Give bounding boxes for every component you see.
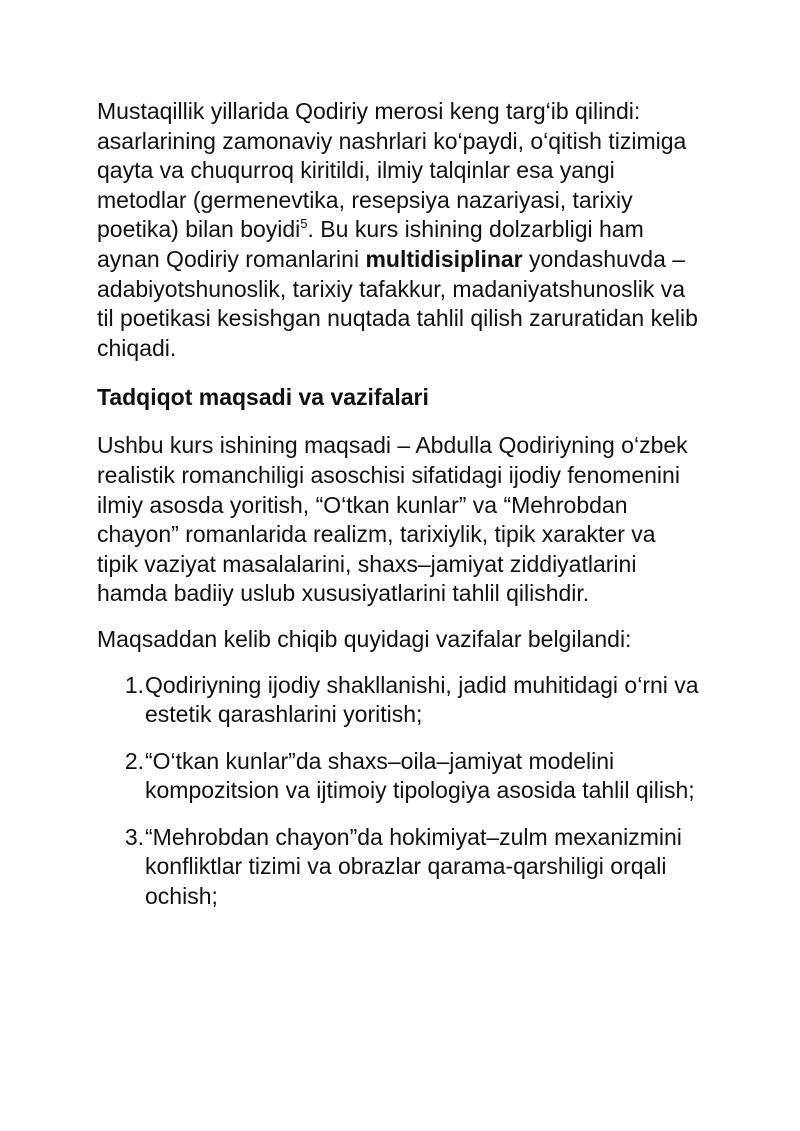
task-number: 3. (124, 823, 144, 850)
intro-text-part-b: . Bu kurs ishining dolzarbligi ham aynan Qodiriy romanlarini (97, 216, 644, 272)
intro-text-part-a: Mustaqillik yillarida Qodiriy merosi keng targ‘ib qilindi: asarlarining zamonaviy nashrlari ko‘paydi, o‘qitish tizimiga qayta va chuqurroq kiritildi, ilmiy talqinlar esa yangi metodlar (germenevtika, resepsiya nazariyasi, tarixiy poetika) bilan boyidi (97, 98, 687, 243)
task-text: “Mehrobdan chayon”da hokimiyat–zulm mexanizmini konfliktlar tizimi va obrazlar qarama-qarshiligi orqali ochish; (145, 823, 682, 910)
task-text: “O‘tkan kunlar”da shaxs–oila–jamiyat modelini kompozitsion va ijtimoiy tipologiya asosida tahlil qilish; (145, 747, 695, 804)
section-heading: Tadqiqot maqsadi va vazifalari (97, 384, 429, 411)
task-text: Qodiriyning ijodiy shakllanishi, jadid muhitidagi o‘rni va estetik qarashlarini yoritish; (145, 671, 699, 728)
task-list (97, 671, 702, 912)
task-item (97, 747, 702, 806)
aim-paragraph: Ushbu kurs ishining maqsadi – Abdulla Qodiriyning o‘zbek realistik romanchiligi asoschisi sifatidagi ijodiy fenomenini ilmiy asosda yoritish, “O‘tkan kunlar” va “Mehrobdan chayon” romanlarida realizm, tarixiylik, tipik xarakter va tipik vaziyat masalalarini, shaxs–jamiyat ziddiyatlarini hamda badiiy uslub xususiyatlarini tahlil qilishdir. (97, 432, 688, 607)
intro-paragraph (97, 97, 702, 363)
task-item (97, 823, 702, 912)
task-number: 1. (124, 671, 144, 698)
intro-text-part-c: yondashuvda – adabiyotshunoslik, tarixiy tafakkur, madaniyatshunoslik va til poetikasi kesishgan nuqtada tahlil qilish zaruratidan kelib chiqadi. (97, 245, 698, 361)
intro-bold-term: multidisiplinar (365, 245, 523, 272)
footnote-reference[interactable]: 5 (300, 216, 308, 232)
task-number: 2. (124, 747, 144, 774)
task-item (97, 671, 702, 730)
tasks-intro-paragraph: Maqsaddan kelib chiqib quyidagi vazifalar belgilandi: (97, 625, 632, 652)
